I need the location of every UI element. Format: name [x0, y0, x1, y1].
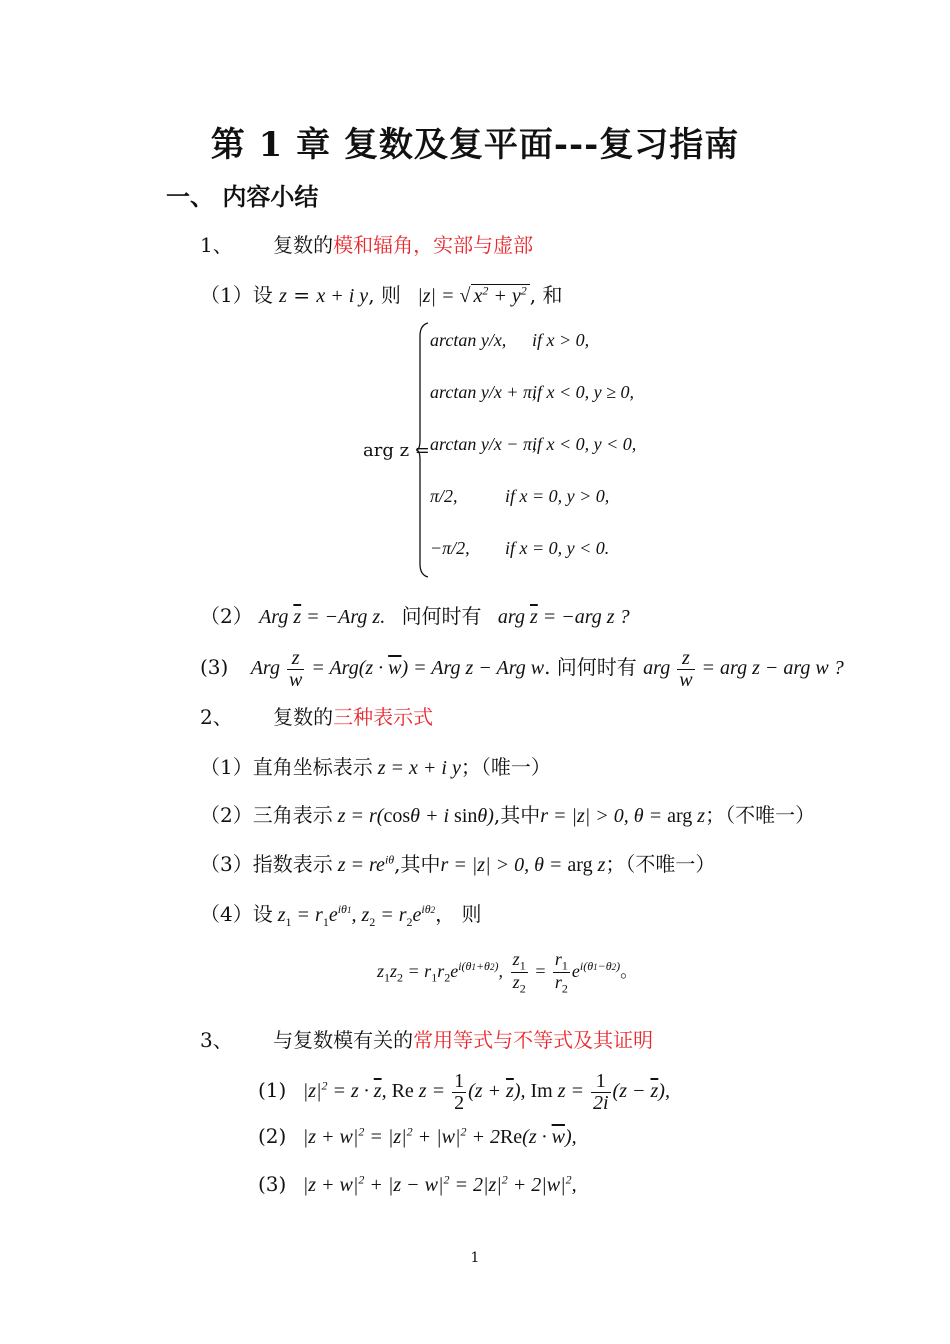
p1-then: , 则: [368, 283, 401, 307]
formula-identity-1: $|z|^2 = z \cdot \overline{z}$, Re z = $\frac{1}{2}$ $(z + \overline{z})$, Im z = $\frac{1}{2i}$ $(z - \overline{z})$,: [302, 1070, 670, 1114]
arg-case-expr: arctan y/x − π,: [430, 434, 537, 454]
identity-1: [258, 1071, 670, 1114]
formula-identity-3: $|z + w|^2 + |z - w|^2 = 2|z|^2 + 2|w|^2$,: [302, 1172, 577, 1196]
identity-1-label: (1): [258, 1078, 287, 1103]
arg-case-expr: −π/2,: [430, 538, 470, 558]
item-3-number: 3、: [200, 1028, 233, 1052]
formula-modulus: |z| = √ $x^2 + y^2$: [417, 285, 530, 307]
rep-3-label: （3）指数表示: [200, 852, 333, 876]
identity-2: [258, 1124, 577, 1149]
formula-arg-quotient-question: arg $\frac{z}{w}$ = arg z − arg w ?: [643, 647, 844, 691]
rep-4-label: （4）设: [200, 902, 273, 926]
rep-3: [200, 848, 715, 877]
formula-product-quotient: [377, 950, 638, 995]
p3-label: (3): [200, 655, 229, 680]
item-1-highlight: 模和辐角，实部与虚部: [333, 233, 534, 257]
rep-3-mid: ,其中: [394, 852, 441, 876]
formula-z1-z2: $z_1 = r_1e^{i\theta 1}$, $z_2 = r_2e^{i\theta 2}$: [272, 902, 436, 929]
item-2-highlight: 三种表示式: [333, 705, 434, 729]
identity-2-label: (2): [258, 1124, 287, 1148]
rep-2-mid: ,其中: [493, 803, 541, 827]
item-3-highlight: 常用等式与不等式及其证明: [413, 1028, 654, 1052]
rep-1-note: ；（唯一）: [460, 755, 551, 779]
formula-rect: z = x + i y: [372, 757, 461, 779]
item-1-heading: [200, 229, 533, 258]
item-2-text: 复数的: [273, 705, 334, 729]
formula-x-plus-iy: x + i y: [316, 285, 369, 307]
p1-label: （1）设: [200, 283, 273, 307]
item-2-heading: [200, 701, 433, 730]
item-2-number: 2、: [200, 705, 233, 729]
p3-question: . 问何时有: [544, 655, 637, 680]
arg-case-expr: arctan y/x + π,: [430, 382, 537, 402]
p2-question: 问何时有: [401, 604, 482, 628]
arg-case-expr: arctan y/x,: [430, 330, 507, 350]
rep-3-note: ；（不唯一）: [605, 852, 716, 876]
p2-label: （2）: [200, 604, 253, 628]
page-number: 1: [470, 1250, 480, 1266]
item-3-text: 与复数模有关的: [273, 1028, 414, 1052]
cases-brace: [415, 322, 429, 578]
item-1-number: 1、: [200, 233, 233, 257]
formula-trig: z = r(cosθ + i sinθ): [332, 805, 494, 827]
formula-exp: $z = re^{i\theta}$: [332, 852, 395, 876]
paragraph-2: [200, 600, 630, 629]
section-heading-summary: 一、 内容小结: [166, 182, 319, 211]
paragraph-1: [200, 279, 563, 308]
arg-case-condition: if x < 0, y < 0,: [532, 434, 637, 454]
arg-case-condition: if x = 0, y < 0.: [505, 538, 610, 558]
formula-arg-conj-question: arg $\overline{z} = -arg$ z ?: [497, 606, 630, 628]
p1-tail: , 和: [529, 283, 563, 307]
formula-product: $z_1z_2 = r_1r_2e^{i(\theta 1+\theta 2)}$,: [377, 958, 503, 985]
eq-z-def: =: [286, 283, 317, 307]
item-3-heading: [200, 1024, 653, 1053]
formula-quotient: $\frac{z_1}{z_2}$ = $\frac{r_1}{r_2}$ $e^{i(\theta 1-\theta 2)}$: [512, 949, 621, 996]
rep-1-label: （1）直角坐标表示: [200, 755, 373, 779]
paragraph-3: [200, 648, 844, 691]
formula-identity-2: $|z + w|^2 = |z|^2 + |w|^2 + 2Re(z \cdot \overline{w})$,: [302, 1124, 577, 1148]
formula-z-def: z: [279, 285, 287, 307]
formula-trig-cond: r = |z| > 0, θ = arg z: [540, 805, 706, 827]
rep-4: [200, 898, 482, 930]
item-1-text: 复数的: [273, 233, 334, 257]
arg-case-condition: if x < 0, y ≥ 0,: [532, 382, 635, 402]
identity-3: [258, 1172, 577, 1197]
formula-arg-quotient: Arg $\frac{z}{w}$ = $Arg(z \cdot \overline{w})$ = Arg z − Arg w: [250, 647, 545, 691]
rep-2: [200, 799, 815, 828]
identity-3-label: (3): [258, 1172, 287, 1196]
formula-arg-conj: Arg $\overline{z} = -Arg$ z.: [259, 606, 386, 628]
rep-4-note: ， 则: [435, 902, 482, 926]
arg-case-condition: if x = 0, y > 0,: [505, 486, 610, 506]
rep-2-label: （2）三角表示: [200, 803, 333, 827]
arg-case-condition: if x > 0,: [532, 330, 590, 350]
rep-2-note: ；（不唯一）: [705, 803, 816, 827]
formula-exp-cond: r = |z| > 0, θ = arg z: [440, 854, 606, 876]
arg-lhs: arg z =: [363, 440, 430, 461]
page-title: 第 1 章 复数及复平面---复习指南: [210, 125, 740, 165]
rep-4-end: 。: [620, 960, 639, 982]
arg-case-expr: π/2,: [430, 486, 458, 506]
rep-1: [200, 751, 551, 780]
